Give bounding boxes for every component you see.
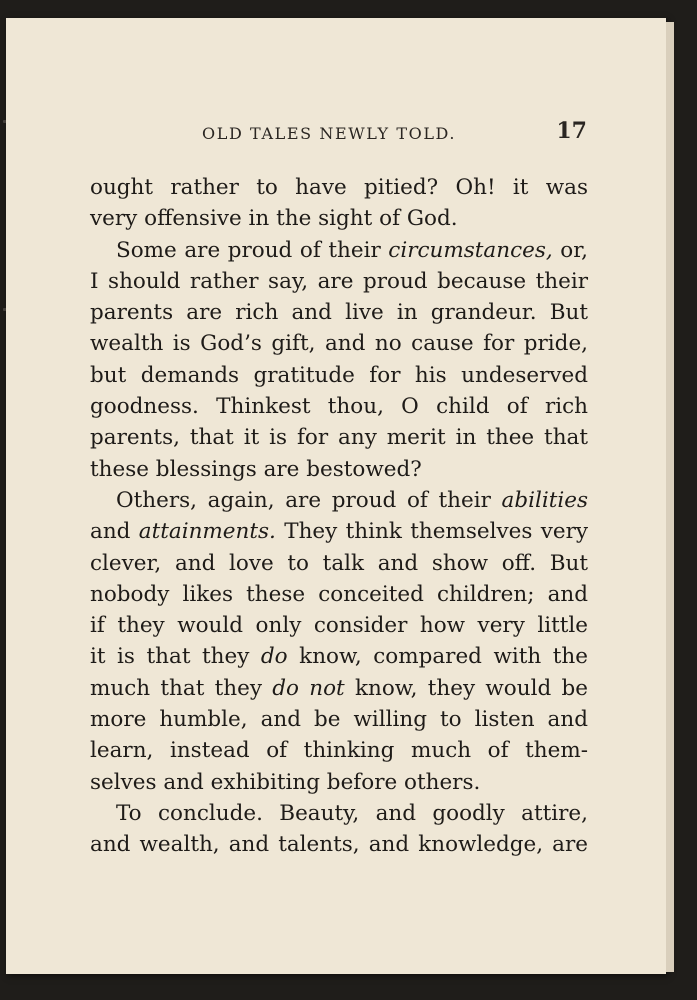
- text-line: much that they do not know, they would be: [90, 675, 588, 701]
- text-line: and wealth, and talents, and knowledge, are: [90, 832, 588, 858]
- text-line: ought rather to have pitied? Oh! it was: [90, 175, 588, 200]
- text-line: I should rather say, are proud because their: [90, 268, 588, 294]
- page-edge: [666, 22, 674, 972]
- text-line: Others, again, are proud of their abilities: [116, 487, 588, 513]
- running-head: OLD TALES NEWLY TOLD.: [202, 124, 457, 143]
- text-line: goodness. Thinkest thou, O child of rich: [90, 394, 588, 420]
- text-line: very offensive in the sight of God.: [90, 206, 458, 232]
- text-line: clever, and love to talk and show off. But: [90, 550, 588, 576]
- text-line: To conclude. Beauty, and goodly attire,: [116, 800, 588, 826]
- text-line: parents, that it is for any merit in thee that: [90, 425, 588, 451]
- page-number: 17: [556, 118, 587, 144]
- text-line: nobody likes these conceited children; and: [90, 581, 588, 607]
- text-line: parents are rich and live in grandeur. But: [90, 300, 588, 326]
- text-line: it is that they do know, compared with the: [90, 644, 588, 670]
- page-header: [202, 118, 587, 150]
- text-line: wealth is God’s gift, and no cause for pride,: [90, 331, 588, 357]
- text-line: but demands gratitude for his undeserved: [90, 362, 588, 388]
- text-line: if they would only consider how very little: [90, 613, 588, 639]
- text-line: and attainments. They think themselves very: [90, 519, 589, 545]
- text-line: learn, instead of thinking much of them-: [90, 738, 588, 764]
- text-line: these blessings are bestowed?: [90, 456, 422, 482]
- body-text: [90, 172, 588, 861]
- text-line: more humble, and be willing to listen and: [90, 707, 588, 733]
- text-line: Some are proud of their circumstances, or,: [116, 237, 588, 263]
- text-line: selves and exhibiting before others.: [90, 769, 481, 795]
